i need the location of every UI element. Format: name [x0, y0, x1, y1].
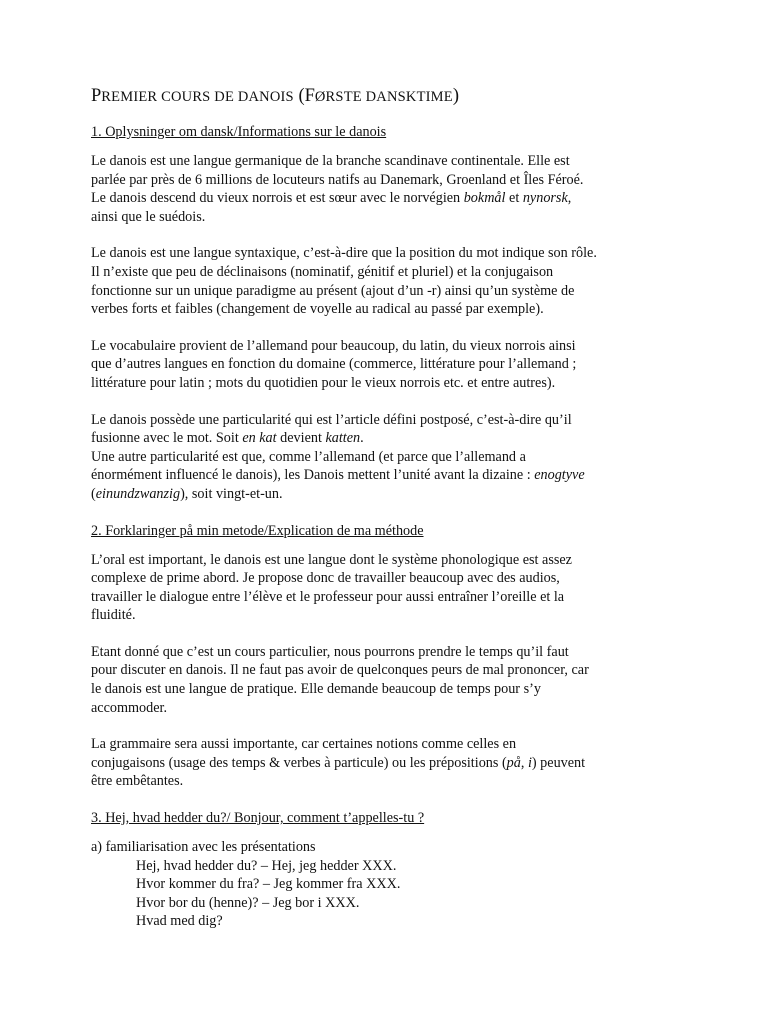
title-part: REMIER COURS DE DANOIS — [101, 89, 294, 105]
text-line — [91, 754, 691, 773]
text-line — [91, 466, 691, 485]
text-line: verbes forts et faibles (changement de voyelle au radical au passé par exemple). — [91, 301, 544, 318]
italic-term: enogtyve — [534, 467, 585, 484]
text-run: et — [505, 190, 523, 207]
text-line: Le danois possède une particularité qui est l’article défini postposé, c’est-à-dire qu’il — [91, 411, 572, 428]
text-run: , — [520, 754, 528, 771]
text-line: L’oral est important, le danois est une langue dont le système phonologique est assez — [91, 551, 572, 568]
text-line: Le danois est une langue syntaxique, c’est-à-dire que la position du mot indique son rôle. — [91, 245, 597, 262]
text-run: , — [567, 190, 572, 207]
text-run: Le danois descend du vieux norrois et est sœur avec le norvégien — [91, 190, 464, 207]
section-2-paragraph-1 — [91, 551, 691, 625]
section-2-heading: 2. Forklaringer på min metode/Explication de ma méthode — [91, 522, 424, 539]
text-line: parlée par près de 6 millions de locuteurs natifs au Danemark, Groenland et Îles Féroé. — [91, 171, 584, 188]
text-line — [91, 429, 691, 448]
text-line: accommoder. — [91, 699, 168, 716]
section-1-paragraph-2 — [91, 244, 691, 318]
text-line: ainsi que le suédois. — [91, 208, 206, 225]
section-1-paragraph-4 — [91, 411, 691, 504]
section-1-paragraph-1 — [91, 152, 691, 226]
dialogue-line: Hvor bor du (henne)? – Jeg bor i XXX. — [136, 894, 360, 911]
title-part: ) — [452, 86, 459, 106]
section-3-heading: 3. Hej, hvad hedder du?/ Bonjour, comment t’appelles-tu ? — [91, 810, 425, 827]
text-line: Etant donné que c’est un cours particulier, nous pourrons prendre le temps qu’il faut — [91, 643, 569, 660]
dialogue-line: Hvad med dig? — [136, 913, 223, 930]
text-line: le danois est une langue de pratique. Elle demande beaucoup de temps pour s’y — [91, 681, 541, 698]
italic-term: i — [527, 754, 532, 771]
text-line: Il n’existe que peu de déclinaisons (nominatif, génitif et pluriel) et la conjugaison — [91, 263, 554, 280]
dialogue-line: Hej, hvad hedder du? – Hej, jeg hedder XXX. — [136, 857, 397, 874]
italic-term: katten — [325, 430, 361, 447]
subheading: a) familiarisation avec les présentations — [91, 839, 316, 856]
text-line: Le vocabulaire provient de l’allemand pour beaucoup, du latin, du vieux norrois ainsi — [91, 337, 576, 354]
text-run: . — [360, 430, 364, 447]
dialogue-line: Hvor kommer du fra? – Jeg kommer fra XXX. — [136, 876, 401, 893]
text-run: énormément influencé le danois), les Danois mettent l’unité avant la dizaine : — [91, 467, 535, 484]
section-1-heading: 1. Oplysninger om dansk/Informations sur le danois — [91, 124, 387, 140]
text-line: Le danois est une langue germanique de la branche scandinave continentale. Elle est — [91, 153, 570, 169]
text-line: fonctionne sur un unique paradigme au présent (ajout d’un -r) ainsi qu’un système de — [91, 282, 575, 299]
italic-term: bokmål — [463, 190, 506, 207]
text-run: ), soit vingt-et-un. — [180, 485, 283, 502]
text-run: ( — [91, 485, 96, 502]
text-line: fluidité. — [91, 607, 136, 624]
title-part: P — [91, 86, 102, 106]
italic-term: en kat — [242, 430, 277, 447]
text-run: fusionne avec le mot. Soit — [91, 430, 243, 447]
section-2-paragraph-2 — [91, 643, 691, 717]
text-line: La grammaire sera aussi importante, car certaines notions comme celles en — [91, 736, 517, 753]
section-1-paragraph-3 — [91, 337, 691, 393]
text-line: littérature pour latin ; mots du quotidien pour le vieux norrois etc. et entre autres). — [91, 374, 556, 391]
text-line — [91, 189, 691, 208]
section-2-paragraph-3 — [91, 735, 691, 791]
text-line: que d’autres langues en fonction du domaine (commerce, littérature pour l’allemand ; — [91, 356, 577, 373]
title-part: (F — [293, 86, 315, 106]
text-line: complexe de prime abord. Je propose donc de travailler beaucoup avec des audios, — [91, 570, 560, 587]
text-run: devient — [276, 430, 326, 447]
title-part: ØRSTE DANSKTIME — [314, 89, 453, 105]
text-run: conjugaisons (usage des temps & verbes à particule) ou les prépositions ( — [91, 754, 507, 771]
text-line: travailler le dialogue entre l’élève et le professeur pour aussi entraîner l’oreille et la — [91, 588, 565, 605]
text-line: Une autre particularité est que, comme l’allemand (et parce que l’allemand a — [91, 448, 526, 465]
text-line — [91, 485, 691, 504]
document-title — [91, 84, 691, 109]
italic-term: nynorsk — [522, 190, 568, 207]
document-page — [91, 84, 691, 931]
text-line: pour discuter en danois. Il ne faut pas avoir de quelconques peurs de mal prononcer, car — [91, 662, 589, 679]
text-line: être embêtantes. — [91, 773, 184, 790]
italic-term: på — [506, 754, 521, 771]
italic-term: einundzwanzig — [95, 485, 181, 502]
text-run: ) peuvent — [531, 754, 586, 771]
section-3-dialogue — [91, 838, 691, 931]
